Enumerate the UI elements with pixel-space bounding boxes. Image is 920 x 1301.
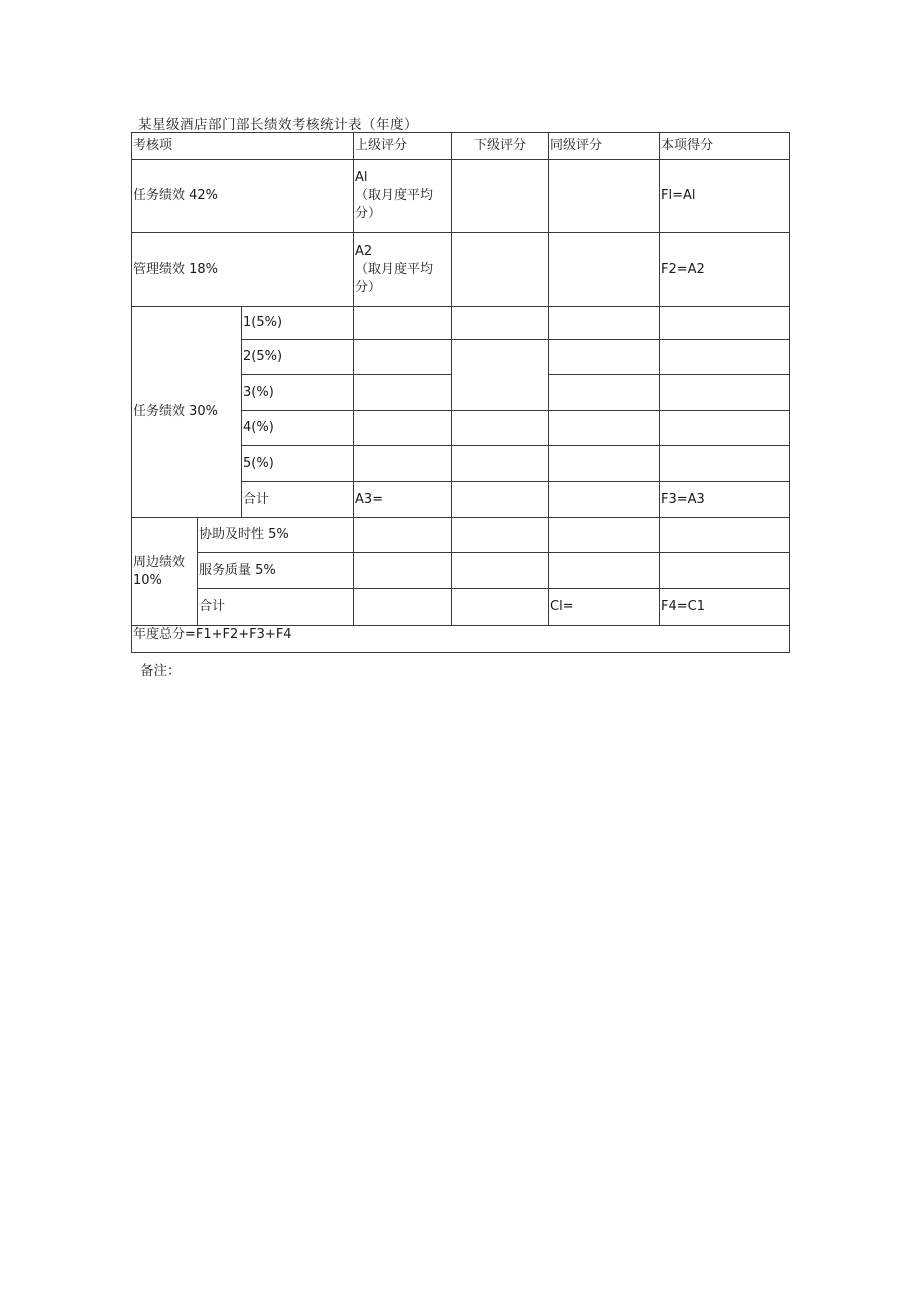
cell-empty <box>354 375 452 411</box>
cell-empty <box>354 411 452 446</box>
cell-empty <box>354 553 452 589</box>
peripheral-total-peer: Cl= <box>549 589 660 626</box>
peripheral-item-label: 服务质量 5% <box>198 553 354 589</box>
cell-empty <box>660 411 790 446</box>
cell-empty <box>452 482 549 518</box>
cell-empty <box>354 340 452 375</box>
cell-empty <box>452 411 549 446</box>
task-perf-30-item-label: 3(%) <box>242 375 354 411</box>
cell-empty <box>549 340 660 375</box>
task-perf-42-label: 任务绩效 42% <box>132 160 354 233</box>
header-peer: 同级评分 <box>549 133 660 160</box>
task-perf-30-item-label: 2(5%) <box>242 340 354 375</box>
task-perf-42-superior: Al （取月度平均分） <box>354 160 452 233</box>
task-perf-30-item-label: 1(5%) <box>242 307 354 340</box>
row-mgmt-perf-18 <box>132 233 790 307</box>
row-peripheral-item-1 <box>132 518 790 553</box>
cell-empty <box>354 446 452 482</box>
task-perf-30-item-label: 4(%) <box>242 411 354 446</box>
row-annual-total <box>132 626 790 653</box>
notes-label: 备注： <box>140 663 181 679</box>
task-perf-30-total-superior: A3= <box>354 482 452 518</box>
task-perf-42-subordinate <box>452 160 549 233</box>
header-subordinate: 下级评分 <box>452 133 549 160</box>
cell-empty <box>660 446 790 482</box>
cell-empty <box>549 446 660 482</box>
cell-empty <box>549 482 660 518</box>
mgmt-perf-18-label: 管理绩效 18% <box>132 233 354 307</box>
peripheral-total-score: F4=C1 <box>660 589 790 626</box>
cell-empty <box>452 518 549 553</box>
header-row <box>132 133 790 160</box>
task-perf-30-item-label: 5(%) <box>242 446 354 482</box>
task-perf-30-total-label: 合计 <box>242 482 354 518</box>
header-item: 考核项 <box>132 133 354 160</box>
peripheral-item-label: 协助及时性 5% <box>198 518 354 553</box>
performance-table <box>131 132 790 653</box>
cell-empty <box>660 518 790 553</box>
cell-empty <box>452 553 549 589</box>
mgmt-perf-18-subordinate <box>452 233 549 307</box>
row-task-perf-42 <box>132 160 790 233</box>
cell-empty-merged <box>452 340 549 411</box>
cell-empty <box>549 375 660 411</box>
cell-empty <box>549 307 660 340</box>
cell-empty <box>660 375 790 411</box>
mgmt-perf-18-score: F2=A2 <box>660 233 790 307</box>
mgmt-perf-18-superior: A2 （取月度平均分） <box>354 233 452 307</box>
peripheral-perf-label: 周边绩效 10% <box>132 518 198 626</box>
cell-empty <box>452 589 549 626</box>
mgmt-perf-18-peer <box>549 233 660 307</box>
row-task-perf-30-item-1 <box>132 307 790 340</box>
task-perf-30-label: 任务绩效 30% <box>132 307 242 518</box>
cell-empty <box>354 589 452 626</box>
cell-empty <box>354 307 452 340</box>
annual-total: 年度总分=F1+F2+F3+F4 <box>132 626 790 653</box>
cell-empty <box>354 518 452 553</box>
task-perf-42-score: Fl=Al <box>660 160 790 233</box>
row-peripheral-item-2 <box>132 553 790 589</box>
row-peripheral-total <box>132 589 790 626</box>
task-perf-42-peer <box>549 160 660 233</box>
cell-empty <box>549 411 660 446</box>
page-title: 某星级酒店部门部长绩效考核统计表（年度） <box>138 117 418 133</box>
header-score: 本项得分 <box>660 133 790 160</box>
cell-empty <box>660 307 790 340</box>
peripheral-total-label: 合计 <box>198 589 354 626</box>
header-superior: 上级评分 <box>354 133 452 160</box>
cell-empty <box>660 340 790 375</box>
cell-empty <box>452 307 549 340</box>
cell-empty <box>660 553 790 589</box>
cell-empty <box>452 446 549 482</box>
task-perf-30-total-score: F3=A3 <box>660 482 790 518</box>
cell-empty <box>549 553 660 589</box>
cell-empty <box>549 518 660 553</box>
